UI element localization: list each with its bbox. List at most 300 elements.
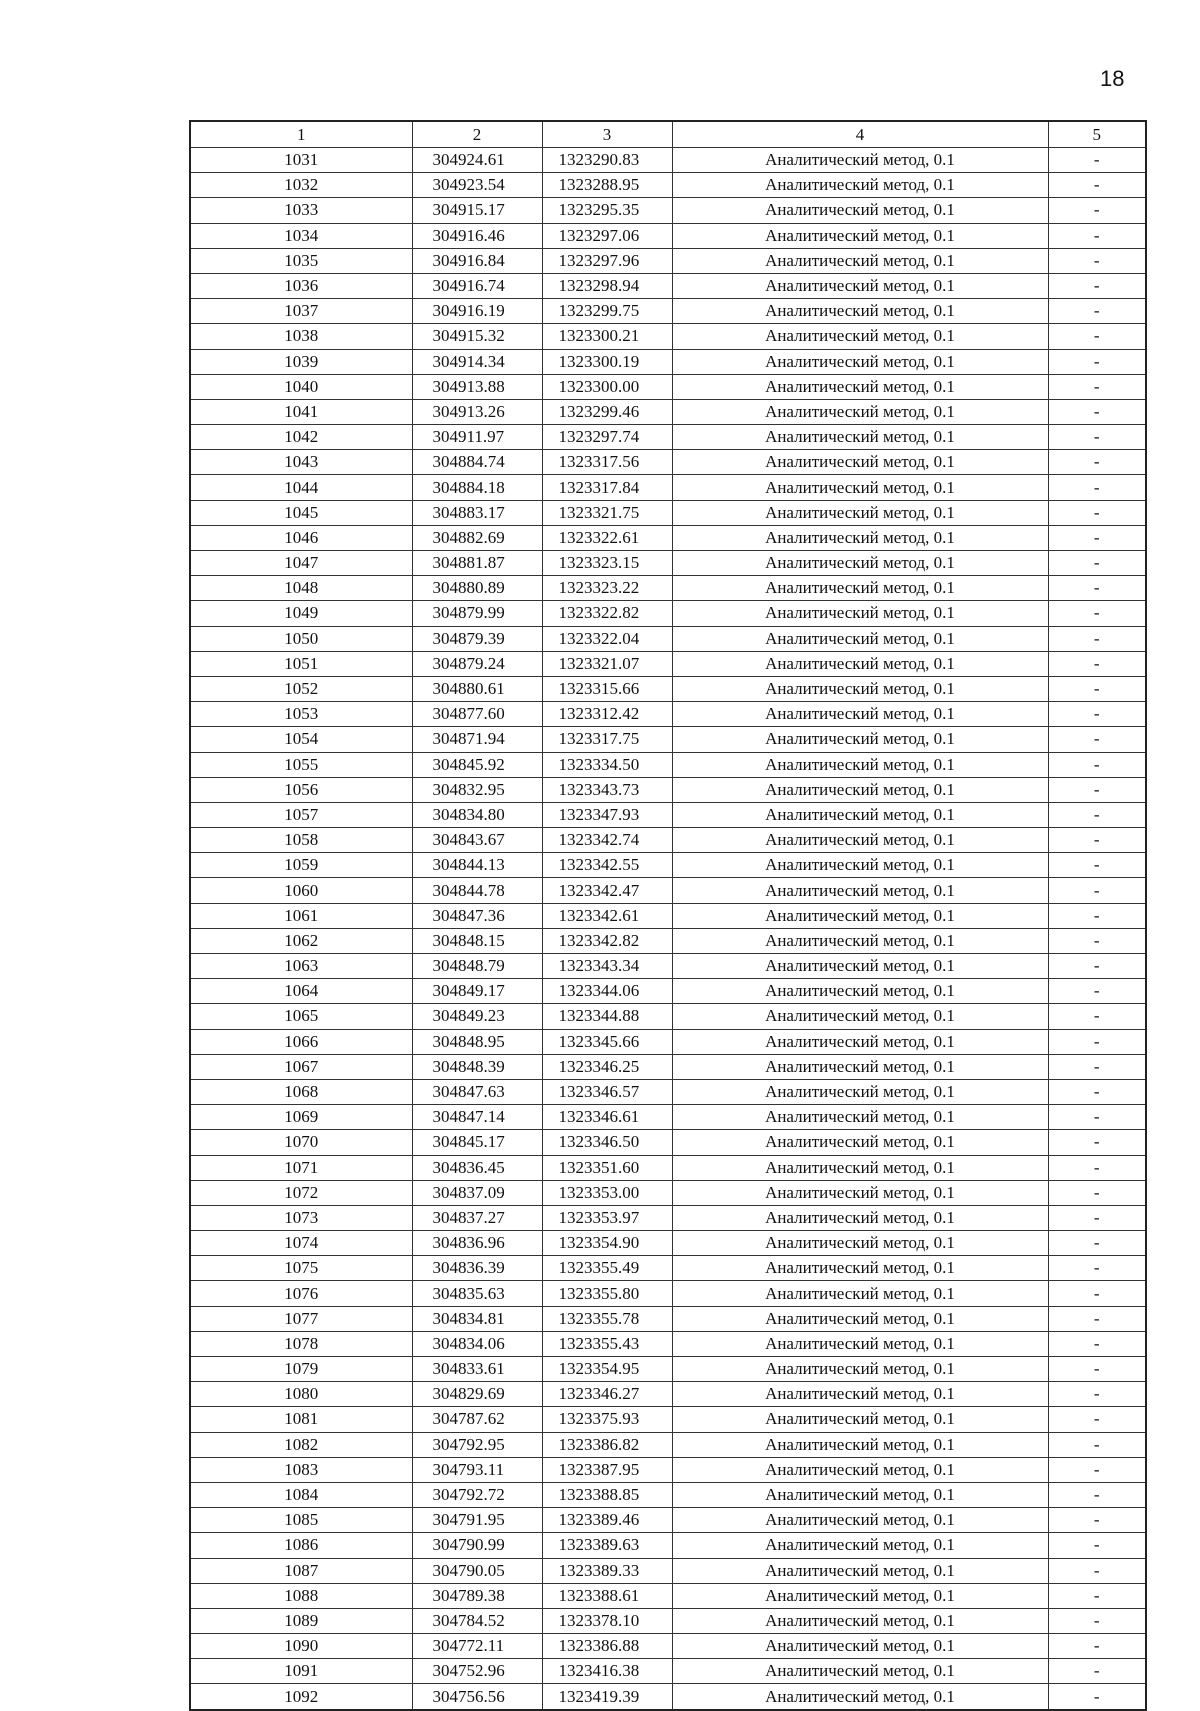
note-cell: -	[1048, 173, 1146, 198]
x-coordinate-cell: 304772.11	[412, 1634, 542, 1659]
y-coordinate-cell: 1323344.88	[542, 1004, 672, 1029]
x-coordinate-cell: 304845.92	[412, 752, 542, 777]
method-cell: Аналитический метод, 0.1	[672, 1357, 1048, 1382]
note-cell: -	[1048, 752, 1146, 777]
y-coordinate-cell: 1323389.46	[542, 1508, 672, 1533]
method-cell: Аналитический метод, 0.1	[672, 1306, 1048, 1331]
method-cell: Аналитический метод, 0.1	[672, 1155, 1048, 1180]
y-coordinate-cell: 1323353.00	[542, 1180, 672, 1205]
x-coordinate-cell: 304789.38	[412, 1583, 542, 1608]
x-coordinate-cell: 304834.80	[412, 802, 542, 827]
x-coordinate-cell: 304848.79	[412, 954, 542, 979]
note-cell: -	[1048, 525, 1146, 550]
note-cell: -	[1048, 1256, 1146, 1281]
table-row	[190, 324, 1146, 349]
method-cell: Аналитический метод, 0.1	[672, 399, 1048, 424]
point-number-cell: 1044	[190, 475, 412, 500]
table-row	[190, 1306, 1146, 1331]
table-row	[190, 198, 1146, 223]
point-number-cell: 1067	[190, 1054, 412, 1079]
note-cell: -	[1048, 777, 1146, 802]
method-cell: Аналитический метод, 0.1	[672, 979, 1048, 1004]
x-coordinate-cell: 304884.18	[412, 475, 542, 500]
y-coordinate-cell: 1323323.15	[542, 551, 672, 576]
note-cell: -	[1048, 299, 1146, 324]
table-row	[190, 500, 1146, 525]
x-coordinate-cell: 304915.17	[412, 198, 542, 223]
method-cell: Аналитический метод, 0.1	[672, 777, 1048, 802]
note-cell: -	[1048, 273, 1146, 298]
point-number-cell: 1056	[190, 777, 412, 802]
y-coordinate-cell: 1323355.78	[542, 1306, 672, 1331]
point-number-cell: 1039	[190, 349, 412, 374]
x-coordinate-cell: 304844.78	[412, 878, 542, 903]
method-cell: Аналитический метод, 0.1	[672, 601, 1048, 626]
y-coordinate-cell: 1323375.93	[542, 1407, 672, 1432]
table-row	[190, 601, 1146, 626]
point-number-cell: 1077	[190, 1306, 412, 1331]
y-coordinate-cell: 1323347.93	[542, 802, 672, 827]
method-cell: Аналитический метод, 0.1	[672, 1558, 1048, 1583]
table-row	[190, 1382, 1146, 1407]
point-number-cell: 1081	[190, 1407, 412, 1432]
note-cell: -	[1048, 802, 1146, 827]
note-cell: -	[1048, 148, 1146, 173]
method-cell: Аналитический метод, 0.1	[672, 1482, 1048, 1507]
point-number-cell: 1072	[190, 1180, 412, 1205]
y-coordinate-cell: 1323290.83	[542, 148, 672, 173]
coordinates-table	[189, 120, 1147, 1711]
point-number-cell: 1032	[190, 173, 412, 198]
point-number-cell: 1084	[190, 1482, 412, 1507]
y-coordinate-cell: 1323386.88	[542, 1634, 672, 1659]
point-number-cell: 1082	[190, 1432, 412, 1457]
note-cell: -	[1048, 1180, 1146, 1205]
note-cell: -	[1048, 1457, 1146, 1482]
x-coordinate-cell: 304848.15	[412, 928, 542, 953]
point-number-cell: 1085	[190, 1508, 412, 1533]
table-row	[190, 954, 1146, 979]
point-number-cell: 1091	[190, 1659, 412, 1684]
x-coordinate-cell: 304792.95	[412, 1432, 542, 1457]
table-row	[190, 273, 1146, 298]
note-cell: -	[1048, 727, 1146, 752]
note-cell: -	[1048, 903, 1146, 928]
table-row	[190, 248, 1146, 273]
y-coordinate-cell: 1323346.61	[542, 1105, 672, 1130]
method-cell: Аналитический метод, 0.1	[672, 1659, 1048, 1684]
note-cell: -	[1048, 1130, 1146, 1155]
method-cell: Аналитический метод, 0.1	[672, 1004, 1048, 1029]
note-cell: -	[1048, 1407, 1146, 1432]
method-cell: Аналитический метод, 0.1	[672, 324, 1048, 349]
table-row	[190, 1205, 1146, 1230]
y-coordinate-cell: 1323343.73	[542, 777, 672, 802]
point-number-cell: 1054	[190, 727, 412, 752]
note-cell: -	[1048, 1205, 1146, 1230]
table-body	[190, 148, 1146, 1710]
method-cell: Аналитический метод, 0.1	[672, 626, 1048, 651]
point-number-cell: 1075	[190, 1256, 412, 1281]
method-cell: Аналитический метод, 0.1	[672, 450, 1048, 475]
point-number-cell: 1055	[190, 752, 412, 777]
note-cell: -	[1048, 1231, 1146, 1256]
point-number-cell: 1086	[190, 1533, 412, 1558]
note-cell: -	[1048, 979, 1146, 1004]
y-coordinate-cell: 1323322.82	[542, 601, 672, 626]
method-cell: Аналитический метод, 0.1	[672, 1281, 1048, 1306]
table-row	[190, 1659, 1146, 1684]
point-number-cell: 1049	[190, 601, 412, 626]
note-cell: -	[1048, 450, 1146, 475]
method-cell: Аналитический метод, 0.1	[672, 702, 1048, 727]
method-cell: Аналитический метод, 0.1	[672, 1432, 1048, 1457]
x-coordinate-cell: 304848.39	[412, 1054, 542, 1079]
point-number-cell: 1037	[190, 299, 412, 324]
table-row	[190, 1533, 1146, 1558]
note-cell: -	[1048, 475, 1146, 500]
point-number-cell: 1065	[190, 1004, 412, 1029]
note-cell: -	[1048, 1508, 1146, 1533]
column-header: 2	[412, 121, 542, 148]
y-coordinate-cell: 1323288.95	[542, 173, 672, 198]
x-coordinate-cell: 304756.56	[412, 1684, 542, 1710]
table-row	[190, 727, 1146, 752]
method-cell: Аналитический метод, 0.1	[672, 148, 1048, 173]
method-cell: Аналитический метод, 0.1	[672, 1130, 1048, 1155]
x-coordinate-cell: 304833.61	[412, 1357, 542, 1382]
x-coordinate-cell: 304883.17	[412, 500, 542, 525]
point-number-cell: 1057	[190, 802, 412, 827]
y-coordinate-cell: 1323317.75	[542, 727, 672, 752]
column-header: 5	[1048, 121, 1146, 148]
column-header: 4	[672, 121, 1048, 148]
table-row	[190, 223, 1146, 248]
x-coordinate-cell: 304911.97	[412, 425, 542, 450]
method-cell: Аналитический метод, 0.1	[672, 273, 1048, 298]
y-coordinate-cell: 1323419.39	[542, 1684, 672, 1710]
y-coordinate-cell: 1323389.63	[542, 1533, 672, 1558]
point-number-cell: 1040	[190, 374, 412, 399]
y-coordinate-cell: 1323389.33	[542, 1558, 672, 1583]
method-cell: Аналитический метод, 0.1	[672, 248, 1048, 273]
method-cell: Аналитический метод, 0.1	[672, 1079, 1048, 1104]
point-number-cell: 1043	[190, 450, 412, 475]
note-cell: -	[1048, 1357, 1146, 1382]
table-row	[190, 1281, 1146, 1306]
point-number-cell: 1076	[190, 1281, 412, 1306]
x-coordinate-cell: 304879.39	[412, 626, 542, 651]
x-coordinate-cell: 304916.84	[412, 248, 542, 273]
note-cell: -	[1048, 1331, 1146, 1356]
table-row	[190, 702, 1146, 727]
x-coordinate-cell: 304880.89	[412, 576, 542, 601]
y-coordinate-cell: 1323299.46	[542, 399, 672, 424]
point-number-cell: 1071	[190, 1155, 412, 1180]
x-coordinate-cell: 304913.88	[412, 374, 542, 399]
y-coordinate-cell: 1323315.66	[542, 676, 672, 701]
note-cell: -	[1048, 1684, 1146, 1710]
point-number-cell: 1058	[190, 828, 412, 853]
table-row	[190, 1130, 1146, 1155]
method-cell: Аналитический метод, 0.1	[672, 802, 1048, 827]
x-coordinate-cell: 304836.39	[412, 1256, 542, 1281]
x-coordinate-cell: 304847.63	[412, 1079, 542, 1104]
x-coordinate-cell: 304916.74	[412, 273, 542, 298]
table-row	[190, 173, 1146, 198]
note-cell: -	[1048, 425, 1146, 450]
x-coordinate-cell: 304881.87	[412, 551, 542, 576]
y-coordinate-cell: 1323317.56	[542, 450, 672, 475]
table-row	[190, 425, 1146, 450]
y-coordinate-cell: 1323300.21	[542, 324, 672, 349]
x-coordinate-cell: 304843.67	[412, 828, 542, 853]
method-cell: Аналитический метод, 0.1	[672, 551, 1048, 576]
x-coordinate-cell: 304837.27	[412, 1205, 542, 1230]
y-coordinate-cell: 1323388.61	[542, 1583, 672, 1608]
x-coordinate-cell: 304915.32	[412, 324, 542, 349]
method-cell: Аналитический метод, 0.1	[672, 223, 1048, 248]
method-cell: Аналитический метод, 0.1	[672, 1508, 1048, 1533]
y-coordinate-cell: 1323334.50	[542, 752, 672, 777]
point-number-cell: 1033	[190, 198, 412, 223]
note-cell: -	[1048, 1382, 1146, 1407]
y-coordinate-cell: 1323323.22	[542, 576, 672, 601]
note-cell: -	[1048, 1029, 1146, 1054]
table-row	[190, 1180, 1146, 1205]
table-row	[190, 1583, 1146, 1608]
note-cell: -	[1048, 374, 1146, 399]
x-coordinate-cell: 304752.96	[412, 1659, 542, 1684]
note-cell: -	[1048, 601, 1146, 626]
method-cell: Аналитический метод, 0.1	[672, 1054, 1048, 1079]
y-coordinate-cell: 1323300.19	[542, 349, 672, 374]
table-row	[190, 1029, 1146, 1054]
y-coordinate-cell: 1323386.82	[542, 1432, 672, 1457]
method-cell: Аналитический метод, 0.1	[672, 878, 1048, 903]
note-cell: -	[1048, 676, 1146, 701]
note-cell: -	[1048, 626, 1146, 651]
point-number-cell: 1073	[190, 1205, 412, 1230]
table-row	[190, 1608, 1146, 1633]
column-header: 3	[542, 121, 672, 148]
y-coordinate-cell: 1323355.49	[542, 1256, 672, 1281]
note-cell: -	[1048, 576, 1146, 601]
method-cell: Аналитический метод, 0.1	[672, 1256, 1048, 1281]
x-coordinate-cell: 304836.45	[412, 1155, 542, 1180]
y-coordinate-cell: 1323354.90	[542, 1231, 672, 1256]
x-coordinate-cell: 304834.81	[412, 1306, 542, 1331]
note-cell: -	[1048, 928, 1146, 953]
x-coordinate-cell: 304914.34	[412, 349, 542, 374]
table-row	[190, 651, 1146, 676]
y-coordinate-cell: 1323297.96	[542, 248, 672, 273]
table-row	[190, 828, 1146, 853]
point-number-cell: 1066	[190, 1029, 412, 1054]
method-cell: Аналитический метод, 0.1	[672, 1407, 1048, 1432]
x-coordinate-cell: 304916.19	[412, 299, 542, 324]
table-row	[190, 148, 1146, 173]
method-cell: Аналитический метод, 0.1	[672, 1634, 1048, 1659]
method-cell: Аналитический метод, 0.1	[672, 425, 1048, 450]
table-row	[190, 878, 1146, 903]
x-coordinate-cell: 304884.74	[412, 450, 542, 475]
table-row	[190, 1558, 1146, 1583]
table-row	[190, 853, 1146, 878]
table-row	[190, 475, 1146, 500]
table-row	[190, 777, 1146, 802]
method-cell: Аналитический метод, 0.1	[672, 1533, 1048, 1558]
y-coordinate-cell: 1323295.35	[542, 198, 672, 223]
method-cell: Аналитический метод, 0.1	[672, 576, 1048, 601]
method-cell: Аналитический метод, 0.1	[672, 198, 1048, 223]
method-cell: Аналитический метод, 0.1	[672, 1583, 1048, 1608]
x-coordinate-cell: 304882.69	[412, 525, 542, 550]
method-cell: Аналитический метод, 0.1	[672, 1105, 1048, 1130]
y-coordinate-cell: 1323346.27	[542, 1382, 672, 1407]
y-coordinate-cell: 1323344.06	[542, 979, 672, 1004]
table-row	[190, 1482, 1146, 1507]
x-coordinate-cell: 304790.99	[412, 1533, 542, 1558]
point-number-cell: 1042	[190, 425, 412, 450]
y-coordinate-cell: 1323321.07	[542, 651, 672, 676]
table-row	[190, 1357, 1146, 1382]
table-row	[190, 349, 1146, 374]
table-row	[190, 1331, 1146, 1356]
method-cell: Аналитический метод, 0.1	[672, 525, 1048, 550]
note-cell: -	[1048, 324, 1146, 349]
x-coordinate-cell: 304829.69	[412, 1382, 542, 1407]
y-coordinate-cell: 1323322.04	[542, 626, 672, 651]
note-cell: -	[1048, 1306, 1146, 1331]
method-cell: Аналитический метод, 0.1	[672, 173, 1048, 198]
note-cell: -	[1048, 349, 1146, 374]
method-cell: Аналитический метод, 0.1	[672, 1457, 1048, 1482]
x-coordinate-cell: 304847.36	[412, 903, 542, 928]
point-number-cell: 1092	[190, 1684, 412, 1710]
x-coordinate-cell: 304791.95	[412, 1508, 542, 1533]
table-row	[190, 928, 1146, 953]
note-cell: -	[1048, 1054, 1146, 1079]
x-coordinate-cell: 304787.62	[412, 1407, 542, 1432]
note-cell: -	[1048, 1482, 1146, 1507]
y-coordinate-cell: 1323297.06	[542, 223, 672, 248]
x-coordinate-cell: 304849.17	[412, 979, 542, 1004]
method-cell: Аналитический метод, 0.1	[672, 903, 1048, 928]
method-cell: Аналитический метод, 0.1	[672, 500, 1048, 525]
y-coordinate-cell: 1323342.74	[542, 828, 672, 853]
y-coordinate-cell: 1323346.57	[542, 1079, 672, 1104]
point-number-cell: 1047	[190, 551, 412, 576]
x-coordinate-cell: 304871.94	[412, 727, 542, 752]
note-cell: -	[1048, 198, 1146, 223]
note-cell: -	[1048, 954, 1146, 979]
x-coordinate-cell: 304923.54	[412, 173, 542, 198]
table-row	[190, 1079, 1146, 1104]
x-coordinate-cell: 304835.63	[412, 1281, 542, 1306]
note-cell: -	[1048, 1558, 1146, 1583]
table-row	[190, 1054, 1146, 1079]
point-number-cell: 1062	[190, 928, 412, 953]
note-cell: -	[1048, 399, 1146, 424]
note-cell: -	[1048, 878, 1146, 903]
point-number-cell: 1050	[190, 626, 412, 651]
point-number-cell: 1048	[190, 576, 412, 601]
note-cell: -	[1048, 651, 1146, 676]
x-coordinate-cell: 304924.61	[412, 148, 542, 173]
table-row	[190, 450, 1146, 475]
point-number-cell: 1045	[190, 500, 412, 525]
y-coordinate-cell: 1323346.25	[542, 1054, 672, 1079]
note-cell: -	[1048, 1583, 1146, 1608]
table-row	[190, 399, 1146, 424]
y-coordinate-cell: 1323354.95	[542, 1357, 672, 1382]
y-coordinate-cell: 1323345.66	[542, 1029, 672, 1054]
method-cell: Аналитический метод, 0.1	[672, 299, 1048, 324]
x-coordinate-cell: 304877.60	[412, 702, 542, 727]
x-coordinate-cell: 304792.72	[412, 1482, 542, 1507]
table-row	[190, 903, 1146, 928]
x-coordinate-cell: 304848.95	[412, 1029, 542, 1054]
note-cell: -	[1048, 1634, 1146, 1659]
method-cell: Аналитический метод, 0.1	[672, 475, 1048, 500]
table-row	[190, 1432, 1146, 1457]
x-coordinate-cell: 304849.23	[412, 1004, 542, 1029]
x-coordinate-cell: 304844.13	[412, 853, 542, 878]
note-cell: -	[1048, 1533, 1146, 1558]
table-row	[190, 1457, 1146, 1482]
x-coordinate-cell: 304790.05	[412, 1558, 542, 1583]
y-coordinate-cell: 1323378.10	[542, 1608, 672, 1633]
point-number-cell: 1074	[190, 1231, 412, 1256]
x-coordinate-cell: 304837.09	[412, 1180, 542, 1205]
x-coordinate-cell: 304845.17	[412, 1130, 542, 1155]
method-cell: Аналитический метод, 0.1	[672, 1231, 1048, 1256]
table-row	[190, 802, 1146, 827]
y-coordinate-cell: 1323355.43	[542, 1331, 672, 1356]
y-coordinate-cell: 1323342.61	[542, 903, 672, 928]
x-coordinate-cell: 304793.11	[412, 1457, 542, 1482]
table-row	[190, 1155, 1146, 1180]
table-row	[190, 551, 1146, 576]
note-cell: -	[1048, 828, 1146, 853]
point-number-cell: 1080	[190, 1382, 412, 1407]
table-row	[190, 626, 1146, 651]
note-cell: -	[1048, 223, 1146, 248]
y-coordinate-cell: 1323321.75	[542, 500, 672, 525]
y-coordinate-cell: 1323346.50	[542, 1130, 672, 1155]
point-number-cell: 1061	[190, 903, 412, 928]
method-cell: Аналитический метод, 0.1	[672, 928, 1048, 953]
point-number-cell: 1046	[190, 525, 412, 550]
y-coordinate-cell: 1323343.34	[542, 954, 672, 979]
point-number-cell: 1034	[190, 223, 412, 248]
method-cell: Аналитический метод, 0.1	[672, 1180, 1048, 1205]
point-number-cell: 1036	[190, 273, 412, 298]
y-coordinate-cell: 1323342.47	[542, 878, 672, 903]
point-number-cell: 1060	[190, 878, 412, 903]
page-number: 18	[1100, 66, 1125, 91]
y-coordinate-cell: 1323351.60	[542, 1155, 672, 1180]
table-row	[190, 576, 1146, 601]
y-coordinate-cell: 1323298.94	[542, 273, 672, 298]
point-number-cell: 1087	[190, 1558, 412, 1583]
method-cell: Аналитический метод, 0.1	[672, 727, 1048, 752]
note-cell: -	[1048, 1608, 1146, 1633]
point-number-cell: 1088	[190, 1583, 412, 1608]
table-row	[190, 1105, 1146, 1130]
method-cell: Аналитический метод, 0.1	[672, 752, 1048, 777]
